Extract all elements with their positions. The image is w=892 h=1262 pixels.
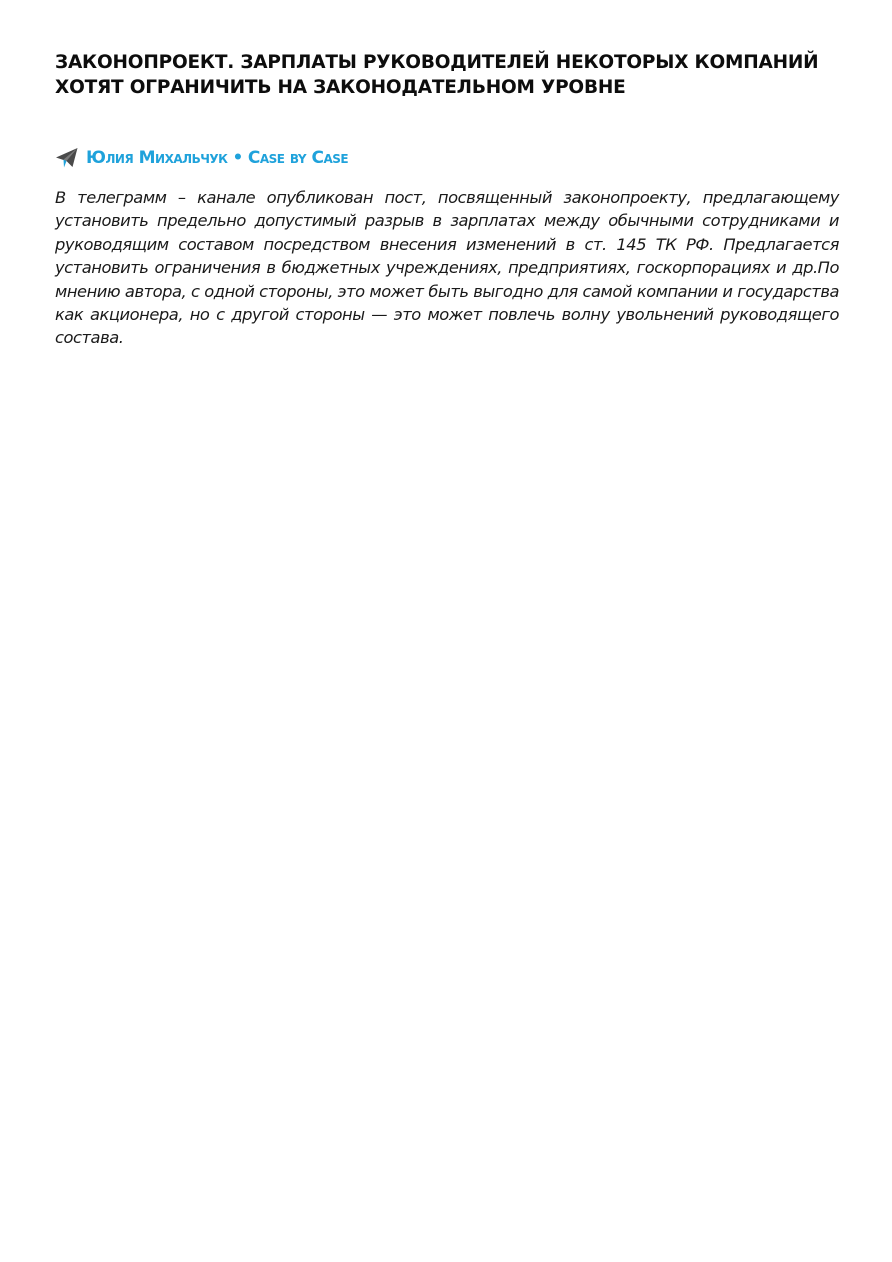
source-channel[interactable]: Case by Case: [247, 148, 349, 168]
source-separator: •: [232, 148, 243, 168]
source-line: [55, 146, 839, 170]
article: [55, 50, 839, 350]
article-body: В телеграмм – канале опубликован пост, посвященный законопроекту, предлагающему установить предельно допустимый разрыв в зарплатах между обычными сотрудниками и руководящим составом посредством внесения изменений в ст. 145 ТК РФ. Предлагается установить ограничения в бюджетных учреждениях, предприятиях, госкорпорациях и др.По мнению автора, с одной стороны, это может быть выгодно для самой компании и государства как акционера, но с другой стороны — это может повлечь волну увольнений руководящего состава.: [55, 188, 839, 348]
telegram-paper-plane-icon: [55, 147, 79, 169]
article-headline: ЗАКОНОПРОЕКТ. ЗАРПЛАТЫ РУКОВОДИТЕЛЕЙ НЕКОТОРЫХ КОМПАНИЙ ХОТЯТ ОГРАНИЧИТЬ НА ЗАКОНОДАТЕЛЬНОМ УРОВНЕ: [55, 52, 819, 98]
source-author[interactable]: Юлия Михальчук: [86, 148, 228, 168]
